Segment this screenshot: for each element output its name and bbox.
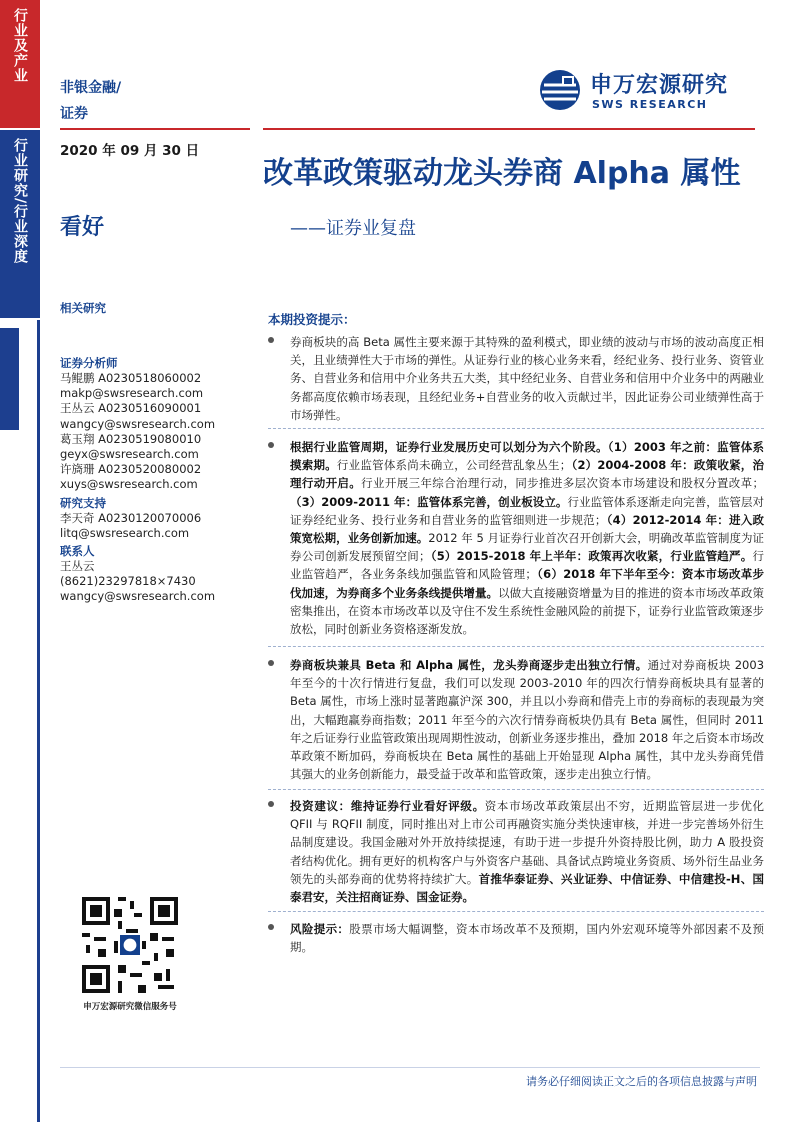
side-tab-report-type-label: 行业研究/行业深度	[12, 138, 28, 265]
divider	[268, 911, 764, 912]
analyst-line: 葛玉翔 A0230519080010	[60, 431, 202, 446]
bullet-dot-icon	[268, 337, 274, 343]
tip-text	[290, 333, 764, 424]
report-date: 2020 年 09 月 30 日	[60, 143, 200, 159]
text-segment: 股票市场大幅调整，资本市场改革不及预期，国内外宏观环境等外部因素不及预期。	[290, 922, 764, 955]
footer-rule	[60, 1067, 760, 1068]
header-rule-left	[60, 128, 250, 130]
analyst-line: wangcy@swsresearch.com	[60, 416, 216, 431]
support-line: 李天奇 A0230120070006	[60, 510, 202, 525]
text-segment: 2012 年 5 月证券行业首次召开创新大会，明确改革监管制度为证券公司创新发展预留空间；	[290, 531, 765, 564]
contact-line: (8621)23297818×7430	[60, 574, 196, 589]
analyst-line: geyx@swsresearch.com	[60, 447, 199, 462]
tip-bullet	[268, 438, 764, 638]
tip-text	[290, 920, 764, 956]
contact-heading: 联系人	[60, 544, 95, 559]
tips-heading: 本期投资提示：	[268, 312, 356, 327]
side-tab-industry-label: 行业及产业	[12, 8, 28, 83]
text-segment: 以做大直接融资增量为目的推进的资本市场改革政策密集推出，在资本市场改革以及守住不发生系统性金融风险的前提下，证券行业监管政策逐步放松，同时创新业务资格逐渐发放。	[290, 585, 764, 637]
analyst-line: 马鲲鹏 A0230518060002	[60, 371, 202, 385]
side-tab-securities-report	[0, 320, 40, 1122]
qr-code	[78, 893, 182, 997]
bold-text-segment: （6）2018 年下半年至今：资本市场改革步伐加速，为券商多个业务条线提供增量。	[290, 567, 764, 600]
bold-text-segment: 券商板块兼具 Beta 和 Alpha 属性，龙头券商逐步走出独立行情。	[290, 658, 648, 672]
contact-line: wangcy@swsresearch.com	[60, 589, 216, 604]
text-segment: 券商板块的高 Beta 属性主要来源于其特殊的盈利模式，即业绩的波动与市场的波动高度正相关，且业绩弹性大于市场的弹性。从证券行业的核心业务来看，经纪业务、投行业务、资管业务、自营业务和信用中介业务共五大类，其中经纪业务、自营业务和信用中介业务中的两融业务都高度依赖市场表现，且经纪业务+自营业务的收入贡献过半，因此证券公司业绩弹性高于市场弹性。	[290, 335, 764, 422]
bullet-dot-icon	[268, 660, 274, 666]
divider	[268, 428, 764, 429]
support-heading: 研究支持	[60, 495, 106, 510]
bullet-dot-icon	[268, 924, 274, 930]
logo-text-en: SWS RESEARCH	[592, 98, 708, 111]
contact-line: 王丛云	[60, 559, 95, 574]
sector-line1: 非银金融/	[60, 80, 122, 96]
tip-bullet	[268, 656, 764, 783]
bold-text-segment: （3）2009-2011 年：监管体系完善，创业板设立。	[290, 494, 568, 509]
text-segment: 行业监管体系尚未确立，公司经营乱象丛生；	[336, 458, 572, 473]
bullet-dot-icon	[268, 442, 274, 448]
qr-code-icon	[78, 893, 182, 997]
side-tab-industry	[0, 0, 40, 128]
logo	[538, 66, 753, 116]
analyst-line: 王丛云 A0230516090001	[60, 401, 202, 416]
tip-text	[290, 656, 764, 783]
bold-text-segment: （2）2004-2008 年：政策收紧，治理行动开启。	[290, 458, 765, 491]
divider	[268, 646, 764, 647]
tip-bullet	[268, 920, 764, 956]
side-tab-securities-report-label: 证券研究报告	[0, 328, 39, 430]
analyst-line: makp@swsresearch.com	[60, 386, 204, 401]
analyst-line: xuys@swsresearch.com	[60, 477, 198, 492]
tip-text	[290, 797, 764, 906]
text-segment: 行业监管体系逐渐走向完善，监管层对证券经纪业务、投行业务和自营业务的监管细则进一步规范；	[290, 494, 765, 527]
qr-caption: 申万宏源研究微信服务号	[83, 1002, 177, 1012]
text-segment: 通过对券商板块 2003 年至今的十次行情进行复盘，我们可以发现 2003-2010 年的四次行情券商板块具有显著的 Beta 属性，市场上涨时显著跑赢沪深 300，并且以小券商和借壳上市的券商标的表现最为突出，大幅跑赢券商指数；2011 年至今的六次行情券商板块仍具有 Beta 属性，但同时 2011 年之后证券行业监管政策出现周期性波动，创新业务逐步推出，叠加 2018 年之后资本市场改革政策不断加码，券商板块在 Beta 属性的基础上开始显现 Alpha 属性，其中龙头券商凭借其强大的业务创新能力，最受益于改革和监管政策，逐步走出独立行情。	[290, 658, 765, 782]
text-segment: 行业监管趋严，各业务条线加强监管和风险管理；	[290, 549, 764, 582]
analyst-line: 许旖珊 A0230520080002	[60, 462, 202, 477]
side-tab-report-type	[0, 130, 40, 318]
tip-bullet	[268, 333, 764, 424]
analysts-block	[60, 355, 250, 605]
tip-bullet	[268, 797, 764, 906]
footer-disclaimer: 请务必仔细阅读正文之后的各项信息披露与声明	[526, 1075, 757, 1088]
bold-text-segment: 首推华泰证券、兴业证券、中信证券、中信建投-H、国泰君安，关注招商证券、国金证券。	[290, 871, 764, 905]
bold-text-segment: 风险提示：	[290, 922, 350, 936]
bold-text-segment: 投资建议：维持证券行业看好评级。	[290, 799, 485, 813]
header-rule-right	[263, 128, 755, 130]
sector-line2: 证券	[60, 106, 88, 122]
bold-text-segment: （4）2012-2014 年：进入政策宽松期，业务创新加速。	[290, 512, 764, 546]
bold-text-segment: （5）2015-2018 年上半年：政策再次收紧，行业监管趋严。	[430, 549, 753, 564]
sector	[60, 78, 250, 124]
logo-mark-icon	[538, 68, 582, 112]
tip-text	[290, 438, 764, 638]
text-segment: 行业开展三年综合治理行动，同步推进多层次资本市场建设和股权分置改革；	[361, 476, 764, 491]
analysts-heading: 证券分析师	[60, 356, 118, 370]
bullet-dot-icon	[268, 801, 274, 807]
bold-text-segment: 根据行业监管周期，证券行业发展历史可以划分为六个阶段。（1）2003 年之前：监管体系摸索期。	[290, 440, 764, 473]
text-segment: 资本市场改革政策层出不穷，近期监管层进一步优化 QFII 与 RQFII 制度，同时推出对上市公司再融资实施分类快速审核，并进一步完善场外衍生品制度建设。我国金融对外开放持续提速，有助于进一步提升外资持股比例，助力 A 股投资者结构优化。拥有更好的机构客户与外资客户基础、具备试点跨境业务资质、场外衍生品业务领先的头部券商的优势将持续扩大。	[290, 799, 765, 886]
report-title: 改革政策驱动龙头券商 Alpha 属性	[263, 156, 741, 191]
report-subtitle: ——证券业复盘	[290, 218, 416, 239]
divider	[268, 789, 764, 790]
support-line: litq@swsresearch.com	[60, 525, 190, 540]
rating: 看好	[60, 215, 105, 240]
logo-text-cn: 申万宏源研究	[590, 73, 729, 98]
related-research: 相关研究	[60, 301, 106, 315]
